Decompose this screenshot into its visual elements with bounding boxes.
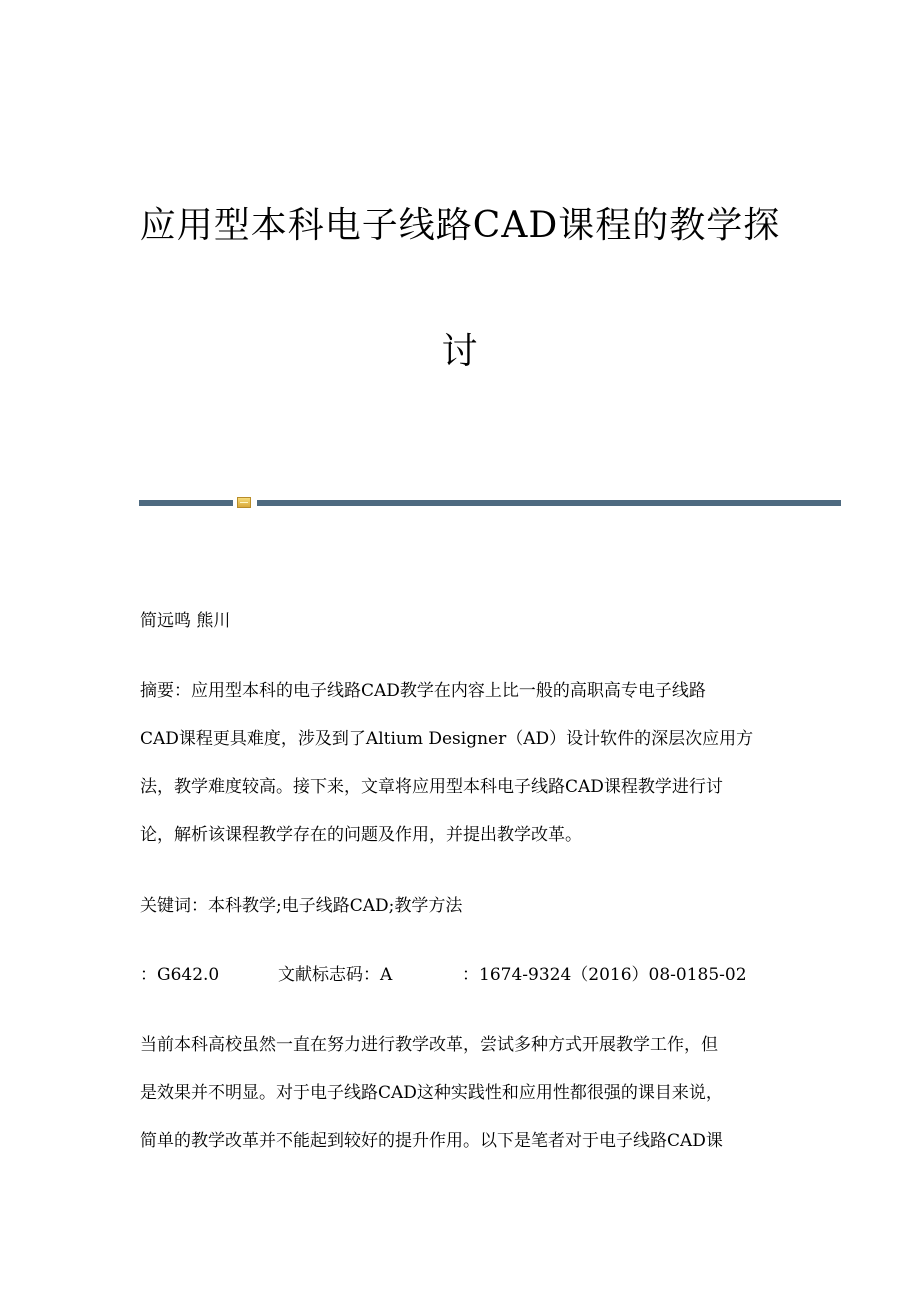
- body-text-line: 是效果并不明显。对于电子线路CAD这种实践性和应用性都很强的课目来说，: [140, 1083, 723, 1103]
- abstract-line: CAD课程更具难度，涉及到了Altium Designer（AD）设计软件的深层次应用方: [140, 729, 754, 749]
- abstract-line: 论，解析该课程教学存在的问题及作用，并提出教学改革。: [140, 825, 582, 845]
- clc-number: ：G642.0: [140, 965, 220, 985]
- authors: 简远鸣 熊川: [140, 611, 231, 631]
- abstract-line: 法，教学难度较高。接下来，文章将应用型本科电子线路CAD课程教学进行讨: [140, 777, 723, 797]
- document-code: 文献标志码：A: [278, 965, 393, 985]
- title-divider: [139, 497, 841, 509]
- keywords: 关键词：本科教学;电子线路CAD;教学方法: [140, 896, 463, 916]
- body-text-line: 简单的教学改革并不能起到较好的提升作用。以下是笔者对于电子线路CAD课: [140, 1131, 723, 1151]
- page-title-line-1: 应用型本科电子线路CAD课程的教学探: [139, 205, 781, 246]
- body-text-line: 当前本科高校虽然一直在努力进行教学改革，尝试多种方式开展教学工作，但: [140, 1035, 718, 1055]
- article-id: ：1674-9324（2016）08-0185-02: [462, 965, 747, 985]
- abstract-line: 摘要：应用型本科的电子线路CAD教学在内容上比一般的高职高专电子线路: [140, 681, 706, 701]
- page-title-line-2: 讨: [441, 331, 479, 372]
- divider-bar-right: [257, 500, 841, 506]
- gold-diamond-icon: [237, 497, 251, 508]
- divider-bar-left: [139, 500, 233, 506]
